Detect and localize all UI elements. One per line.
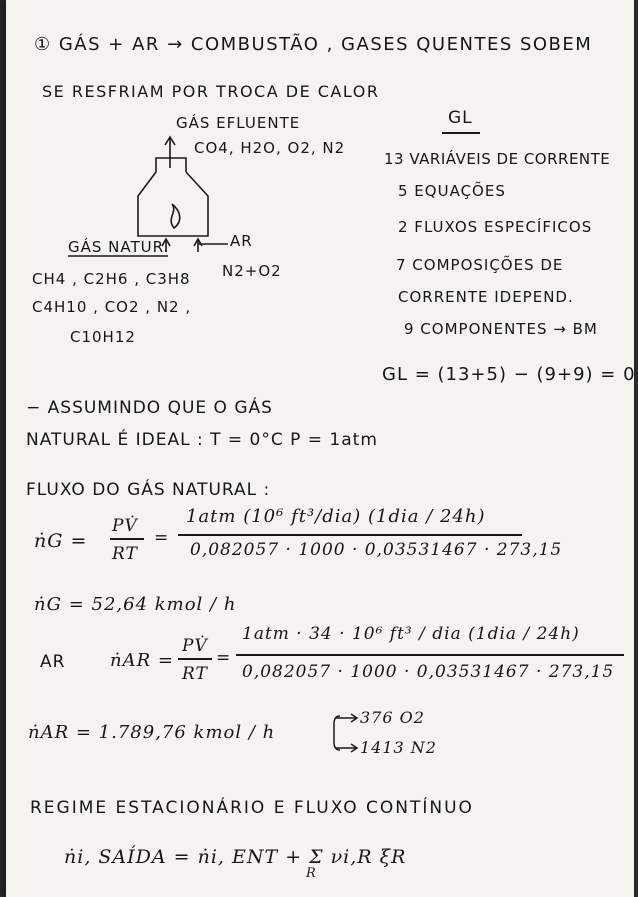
eq1-denominator: 0,082057 · 1000 · 0,03531467 · 273,15 [190, 540, 563, 560]
gl-item: CORRENTE IDEPEND. [398, 288, 574, 306]
mass-balance: ṅi, SAÍDA = ṅi, ENT + Σ νi,R ξR [64, 846, 407, 868]
eq3-denominator: 0,082057 · 1000 · 0,03531467 · 273,15 [242, 662, 615, 682]
eq3-rt: RT [182, 664, 208, 684]
eq1-fraction-bar [178, 534, 522, 536]
eq3-numerator: 1atm · 34 · 10⁶ ft³ / dia (1dia / 24h) [242, 624, 580, 644]
natural-gas-species-1: CH4 , C2H6 , C3H8 [32, 270, 191, 288]
eq1-equals: = [154, 528, 170, 548]
eq3-air-label: AR [40, 652, 66, 672]
gl-item: 13 VARIÁVEIS DE CORRENTE [384, 150, 611, 168]
eq1-pv-rule [110, 538, 144, 540]
gl-item: 5 EQUAÇÕES [398, 182, 506, 200]
eq1-lhs: ṅG = [34, 530, 88, 552]
notebook-page [6, 0, 634, 897]
eq3-pv: PV̇ [182, 636, 208, 656]
eq3-equals: = [216, 648, 232, 668]
natural-gas-species-2: C4H10 , CO2 , N2 , [32, 298, 192, 316]
gl-item: 2 FLUXOS ESPECÍFICOS [398, 218, 593, 236]
eq1-numerator: 1atm (10⁶ ft³/dia) (1dia / 24h) [186, 506, 486, 527]
eq4-result: ṅAR = 1.789,76 kmol / h [28, 722, 276, 743]
header-line-2: SE RESFRIAM POR TROCA DE CALOR [42, 82, 380, 101]
header-line-1: ① GÁS + AR → COMBUSTÃO , GASES QUENTES SOBEM [34, 34, 593, 55]
eq4-split-o2: 376 O2 [360, 708, 425, 727]
gl-title: GL [448, 108, 473, 128]
assumption-line-2: NATURAL É IDEAL : T = 0°C P = 1atm [26, 430, 378, 450]
eq4-split-n2: 1413 N2 [360, 738, 437, 757]
eq3-fraction-bar [236, 654, 624, 656]
natural-gas-label: GÁS NATUR. [68, 238, 170, 256]
eq2-result: ṅG = 52,64 kmol / h [34, 594, 237, 615]
eq1-rt: RT [112, 544, 138, 564]
gl-result: GL = (13+5) − (9+9) = 0 [382, 364, 636, 385]
natural-gas-species-3: C10H12 [70, 328, 136, 346]
air-label: AR [230, 232, 253, 250]
effluent-gas-label: GÁS EFLUENTE [176, 114, 301, 132]
effluent-species: CO4, H2O, O2, N2 [194, 139, 346, 157]
regime-line: REGIME ESTACIONÁRIO E FLUXO CONTÍNUO [30, 798, 474, 818]
gl-item: 7 COMPOSIÇÕES DE [396, 256, 564, 274]
assumption-line-1: − ASSUMINDO QUE O GÁS [26, 398, 273, 418]
air-species: N2+O2 [222, 262, 282, 280]
flow-title: FLUXO DO GÁS NATURAL : [26, 480, 271, 500]
eq3-lhs: ṅAR = [110, 650, 174, 671]
gl-title-underline [442, 132, 480, 134]
mass-balance-sum-index: R [306, 866, 317, 881]
eq1-pv: PV̇ [112, 516, 138, 536]
eq3-pv-rule [178, 658, 212, 660]
gl-item: 9 COMPONENTES → BM [404, 320, 598, 338]
